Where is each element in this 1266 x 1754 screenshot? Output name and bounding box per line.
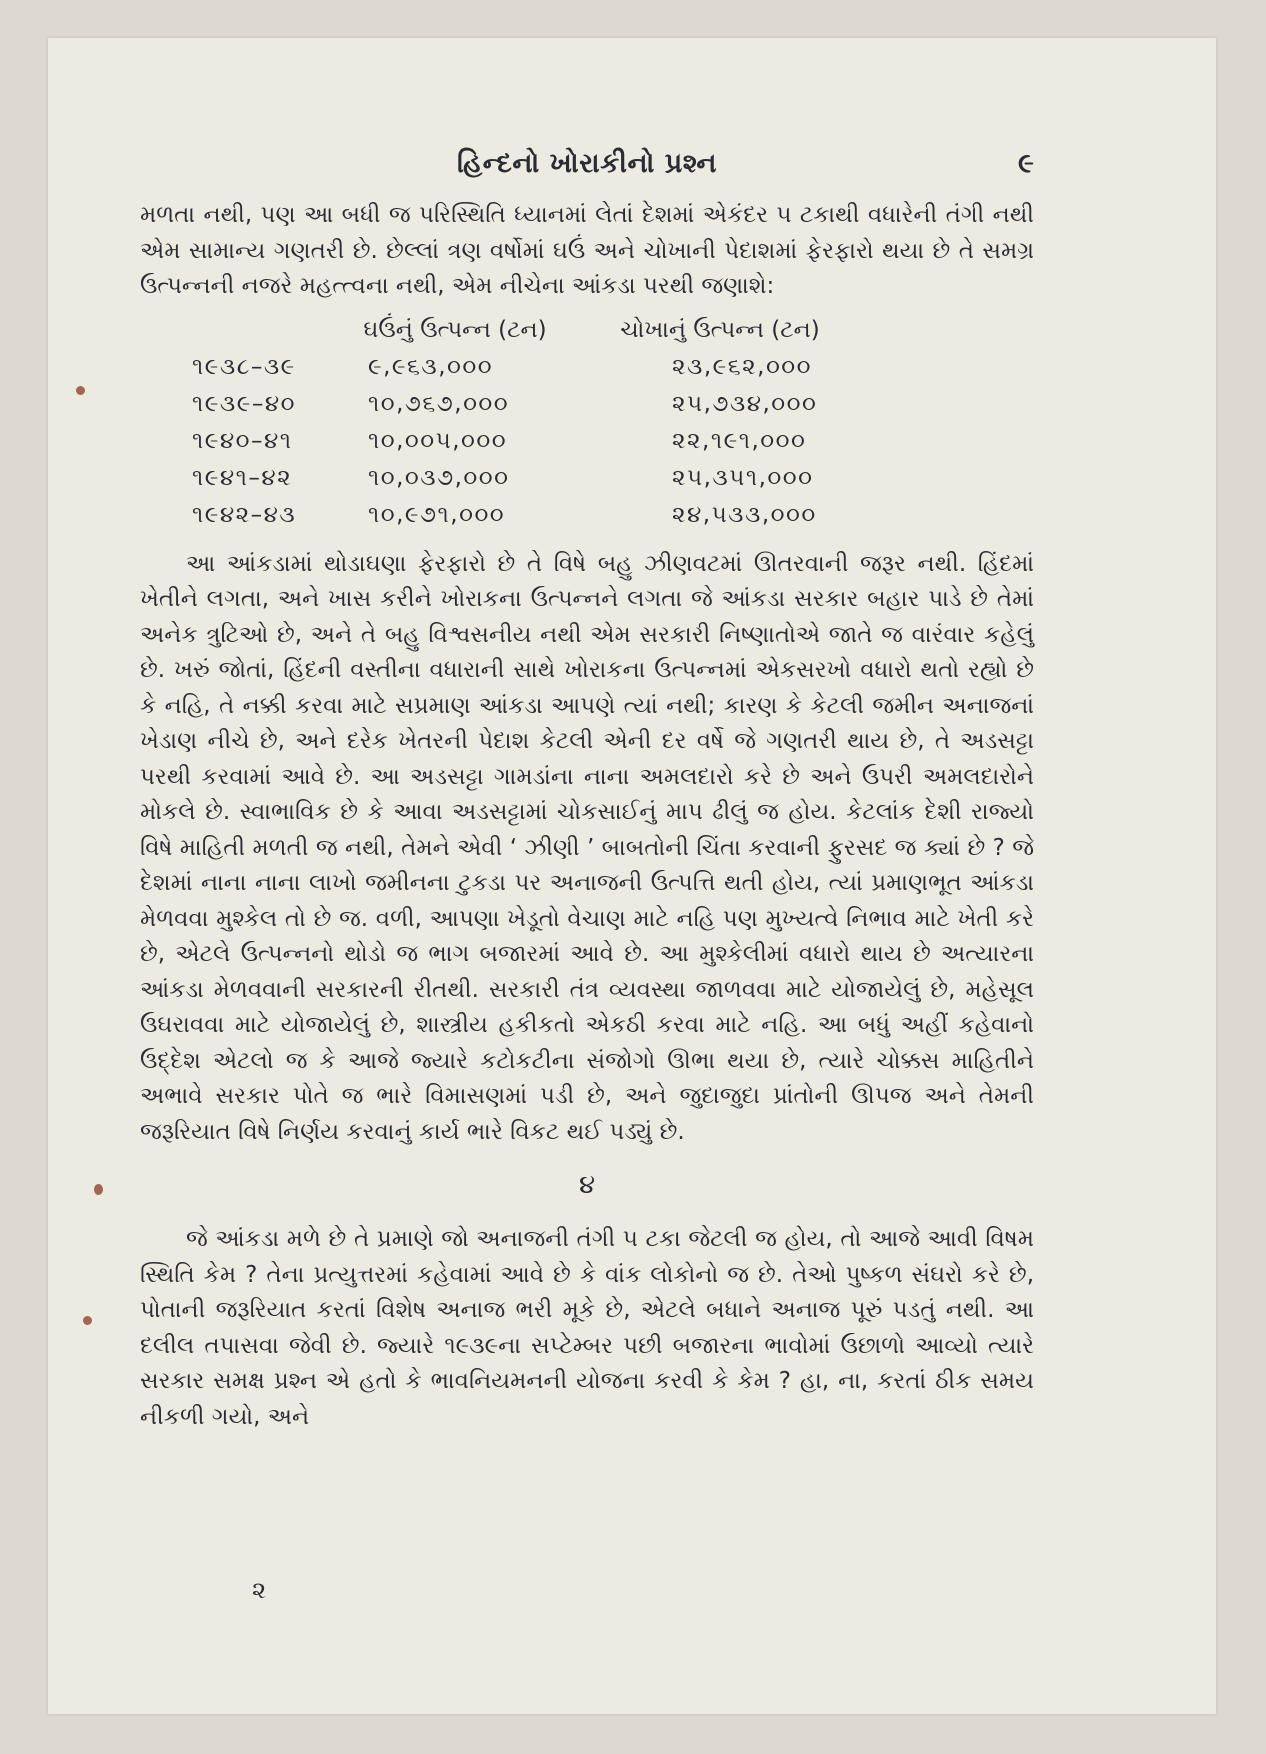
table-cell-rice: ૨૩,૯૬૨,૦૦૦ [672, 354, 812, 381]
paragraph: આ આંકડામાં થોડાઘણા ફેરફારો છે તે વિષે બહુ ઝીણવટમાં ઊતરવાની જરૂર નથી. હિંદમાં ખેતીને લગતા, અને ખાસ કરીને ખોરાકના ઉત્પન્નને લગતા જે આંકડા સરકાર બહાર પાડે છે તેમાં અનેક ત્રુટિઓ છે, અને તે બહુ વિશ્વસનીય નથી એમ સરકારી નિષ્ણાતોએ જાતે જ વારંવાર કહેલું છે. ખરું જોતાં, હિંદની વસ્તીના વધારાની સાથે ખોરાકના ઉત્પન્નમાં એકસરખો વધારો થતો રહ્યો છે કે નહિ, તે નક્કી કરવા માટે સપ્રમાણ આંકડા આપણે ત્યાં નથી; કારણ કે કેટલી જમીન અનાજનાં ખેડાણ નીચે છે, અને દરેક ખેતરની પેદાશ કેટલી એની દર વર્ષે જે ગણતરી થાય છે, તે અડસટ્ટા પરથી કરવામાં આવે છે. આ અડસટ્ટા ગામડાંના નાના અમલદારો કરે છે અને ઉપરી અમલદારોને મોકલે છે. સ્વાભાવિક છે કે આવા અડસટ્ટામાં ચોકસાઈનું માપ ઢીલું જ હોય. કેટલાંક દેશી રાજ્યો વિષે માહિતી મળતી જ નથી, તેમને એવી ‘ ઝીણી ’ બાબતોની ચિંતા કરવાની ફુરસદ જ ક્યાં છે ? જે દેશમાં નાના નાના લાખો જમીનના ટુકડા પર અનાજની ઉત્પત્તિ થતી હોય, ત્યાં પ્રમાણભૂત આંકડા મેળવવા મુશ્કેલ તો છે જ. વળી, આપણા ખેડૂતો વેચાણ માટે નહિ પણ મુખ્યત્વે નિભાવ માટે ખેતી કરે છે, એટલે ઉત્પન્નનો થોડો જ ભાગ બજારમાં આવે છે. આ મુશ્કેલીમાં વધારો થાય છે અત્યારના આંકડા મેળવવાની સરકારની રીતથી. સરકારી તંત્ર વ્યવસ્થા જાળવવા માટે યોજાયેલું છે, મહેસૂલ ઉઘરાવવા માટે યોજાયેલું છે, શાસ્ત્રીય હકીકતો એકઠી કરવા માટે નહિ. આ બધું અહીં કહેવાનો ઉદ્દેશ એટલો જ કે આજે જ્યારે કટોકટીના સંજોગો ઊભા થયા છે, ત્યારે ચોક્કસ માહિતીને અભાવે સરકાર પોતે જ ભારે વિમાસણમાં પડી છે, અને જુદાજુદા પ્રાંતોની ઊપજ અને તેમની જરૂરિયાત વિષે નિર્ણય કરવાનું કાર્ય ભારે વિકટ થઈ પડ્યું છે. [140, 550, 1034, 1145]
table-cell-year: ૧૯૪૧–૪૨ [192, 465, 293, 492]
table-cell-wheat: ૧૦,૦૩૭,૦૦૦ [368, 465, 510, 492]
paragraph: મળતા નથી, પણ આ બધી જ પરિસ્થિતિ ધ્યાનમાં લેતાં દેશમાં એકંદર ૫ ટકાથી વધારેની તંગી નથી એમ સામાન્ય ગણતરી છે. છેલ્લાં ત્રણ વર્ષોમાં ઘઉં અને ચોખાની પેદાશમાં ફેરફારો થયા છે તે સમગ્ર ઉત્પન્નની નજરે મહત્ત્વના નથી, એમ નીચેના આંકડા પરથી જણાશે: [140, 202, 1034, 299]
table-cell-wheat: ૧૦,૭૬૭,૦૦૦ [368, 391, 510, 418]
paragraph: જે આંકડા મળે છે તે પ્રમાણે જો અનાજની તંગી ૫ ટકા જેટલી જ હોય, તો આજે આવી વિષમ સ્થિતિ કેમ ? તેના પ્રત્યુત્તરમાં કહેવામાં આવે છે કે વાંક લોકોનો જ છે. તેઓ પુષ્કળ સંઘરો કરે છે, પોતાની જરૂરિયાત કરતાં વિશેષ અનાજ ભરી મૂકે છે, એટલે બધાને અનાજ પૂરું પડતું નથી. આ દલીલ તપાસવા જેવી છે. જ્યારે ૧૯૩૯ના સપ્ટેમ્બર પછી બજારના ભાવોમાં ઉછાળો આવ્યો ત્યારે સરકાર સમક્ષ પ્રશ્ન એ હતો કે ભાવનિયમનની યોજના કરવી કે કેમ ? હા, ના, કરતાં ઠીક સમય નીકળી ગયો, અને [140, 1226, 1034, 1430]
table-cell-wheat: ૧૦,૯૭૧,૦૦૦ [368, 502, 506, 529]
table-header-rice: ચોખાનું ઉત્પન્ન (ટન) [620, 317, 820, 344]
table-cell-year: ૧૯૪૨–૪૩ [192, 502, 297, 529]
table-row [140, 498, 1034, 535]
table-cell-wheat: ૯,૯૬૩,૦૦૦ [368, 354, 494, 381]
page-number: ૯ [1018, 148, 1034, 179]
stain-mark [83, 1316, 92, 1325]
table-row [140, 461, 1034, 498]
table-row [140, 350, 1034, 387]
document-body [140, 146, 1034, 1435]
table-cell-wheat: ૧૦,૦૦૫,૦૦૦ [368, 428, 508, 455]
table-row [140, 424, 1034, 461]
stain-mark [94, 1184, 103, 1195]
table-cell-rice: ૨૪,૫૩૩,૦૦૦ [672, 502, 817, 529]
table-row [140, 387, 1034, 424]
production-table [140, 313, 1034, 535]
stain-mark [76, 386, 85, 395]
table-cell-rice: ૨૨,૧૯૧,૦૦૦ [672, 428, 807, 455]
table-cell-rice: ૨૫,૭૩૪,૦૦૦ [672, 391, 818, 418]
table-cell-year: ૧૯૪૦–૪૧ [192, 428, 293, 455]
section-number: ૪ [578, 1170, 596, 1200]
page-header [140, 146, 1034, 188]
table-cell-year: ૧૯૩૮–૩૯ [192, 354, 296, 381]
footer-signature-mark: ૨ [252, 1576, 267, 1604]
running-title: હિન્દનો ખોરાકીનો પ્રશ્ન [456, 148, 718, 179]
table-cell-year: ૧૯૩૯–૪૦ [192, 391, 296, 418]
table-header-row [140, 313, 1034, 350]
table-cell-rice: ૨૫,૩૫૧,૦૦૦ [672, 465, 814, 492]
table-header-wheat: ઘઉંનું ઉત્પન્ન (ટન) [363, 317, 547, 344]
